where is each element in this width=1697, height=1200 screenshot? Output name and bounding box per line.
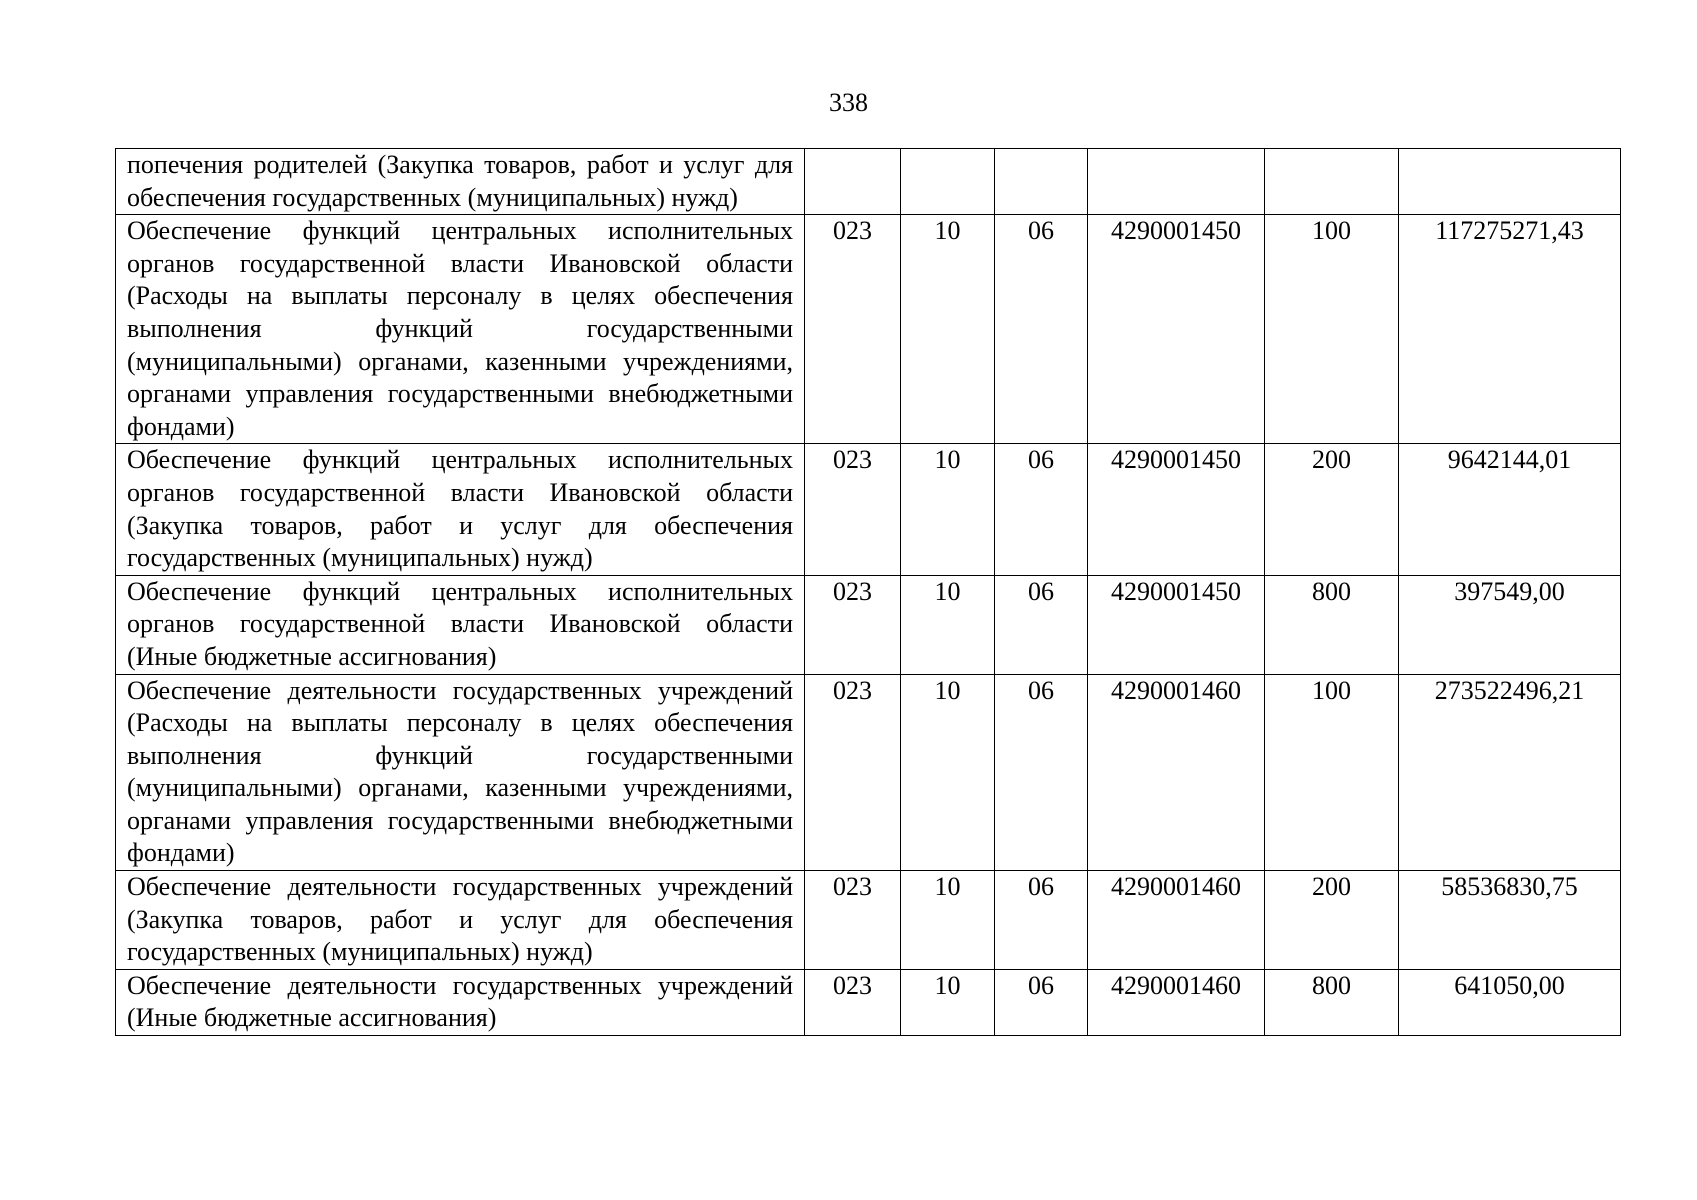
page-number: 338 bbox=[829, 88, 868, 117]
description-cell: попечения родителей (Закупка товаров, работ и услуг для обеспечения государственных (муниципальных) нужд) bbox=[116, 149, 805, 215]
ministry-code-cell: 023 bbox=[805, 575, 901, 674]
description-cell: Обеспечение функций центральных исполнительных органов государственной власти Ивановской области (Расходы на выплаты персоналу в целях обеспечения выполнения функций государственными (муниципальными) органами, казенными учреждениями, органами управления государственными внебюджетными фондами) bbox=[116, 215, 805, 444]
amount-cell: 641050,00 bbox=[1399, 969, 1621, 1035]
section-code-cell: 10 bbox=[901, 215, 995, 444]
description-cell: Обеспечение деятельности государственных учреждений (Расходы на выплаты персоналу в целях обеспечения выполнения функций государственными (муниципальными) органами, казенными учреждениями, органами управления государственными внебюджетными фондами) bbox=[116, 674, 805, 871]
table-row bbox=[116, 149, 1621, 215]
table-row bbox=[116, 215, 1621, 444]
subsection-code-cell: 06 bbox=[995, 674, 1088, 871]
target-item-code-cell: 4290001460 bbox=[1088, 871, 1265, 970]
section-code-cell: 10 bbox=[901, 674, 995, 871]
section-code-cell bbox=[901, 149, 995, 215]
description-cell: Обеспечение деятельности государственных учреждений (Закупка товаров, работ и услуг для обеспечения государственных (муниципальных) нужд) bbox=[116, 871, 805, 970]
section-code-cell: 10 bbox=[901, 444, 995, 575]
description-cell: Обеспечение функций центральных исполнительных органов государственной власти Ивановской области (Закупка товаров, работ и услуг для обеспечения государственных (муниципальных) нужд) bbox=[116, 444, 805, 575]
description-cell: Обеспечение функций центральных исполнительных органов государственной власти Ивановской области (Иные бюджетные ассигнования) bbox=[116, 575, 805, 674]
subsection-code-cell: 06 bbox=[995, 871, 1088, 970]
target-item-code-cell: 4290001450 bbox=[1088, 444, 1265, 575]
table-row bbox=[116, 575, 1621, 674]
ministry-code-cell: 023 bbox=[805, 215, 901, 444]
expense-type-code-cell: 800 bbox=[1265, 969, 1399, 1035]
amount-cell bbox=[1399, 149, 1621, 215]
table-row bbox=[116, 674, 1621, 871]
section-code-cell: 10 bbox=[901, 575, 995, 674]
target-item-code-cell: 4290001450 bbox=[1088, 575, 1265, 674]
expense-type-code-cell: 100 bbox=[1265, 674, 1399, 871]
subsection-code-cell bbox=[995, 149, 1088, 215]
expense-type-code-cell: 200 bbox=[1265, 444, 1399, 575]
amount-cell: 9642144,01 bbox=[1399, 444, 1621, 575]
table-row bbox=[116, 871, 1621, 970]
expense-type-code-cell: 800 bbox=[1265, 575, 1399, 674]
table-row bbox=[116, 969, 1621, 1035]
section-code-cell: 10 bbox=[901, 871, 995, 970]
subsection-code-cell: 06 bbox=[995, 215, 1088, 444]
table-body bbox=[116, 149, 1621, 1036]
table-row bbox=[116, 444, 1621, 575]
section-code-cell: 10 bbox=[901, 969, 995, 1035]
expense-type-code-cell: 200 bbox=[1265, 871, 1399, 970]
description-cell: Обеспечение деятельности государственных учреждений (Иные бюджетные ассигнования) bbox=[116, 969, 805, 1035]
amount-cell: 58536830,75 bbox=[1399, 871, 1621, 970]
target-item-code-cell: 4290001460 bbox=[1088, 969, 1265, 1035]
expense-type-code-cell: 100 bbox=[1265, 215, 1399, 444]
ministry-code-cell: 023 bbox=[805, 444, 901, 575]
ministry-code-cell: 023 bbox=[805, 969, 901, 1035]
ministry-code-cell: 023 bbox=[805, 871, 901, 970]
amount-cell: 397549,00 bbox=[1399, 575, 1621, 674]
subsection-code-cell: 06 bbox=[995, 444, 1088, 575]
target-item-code-cell: 4290001450 bbox=[1088, 215, 1265, 444]
subsection-code-cell: 06 bbox=[995, 969, 1088, 1035]
amount-cell: 273522496,21 bbox=[1399, 674, 1621, 871]
target-item-code-cell: 4290001460 bbox=[1088, 674, 1265, 871]
target-item-code-cell bbox=[1088, 149, 1265, 215]
ministry-code-cell bbox=[805, 149, 901, 215]
amount-cell: 117275271,43 bbox=[1399, 215, 1621, 444]
subsection-code-cell: 06 bbox=[995, 575, 1088, 674]
budget-table bbox=[115, 148, 1621, 1036]
ministry-code-cell: 023 bbox=[805, 674, 901, 871]
expense-type-code-cell bbox=[1265, 149, 1399, 215]
